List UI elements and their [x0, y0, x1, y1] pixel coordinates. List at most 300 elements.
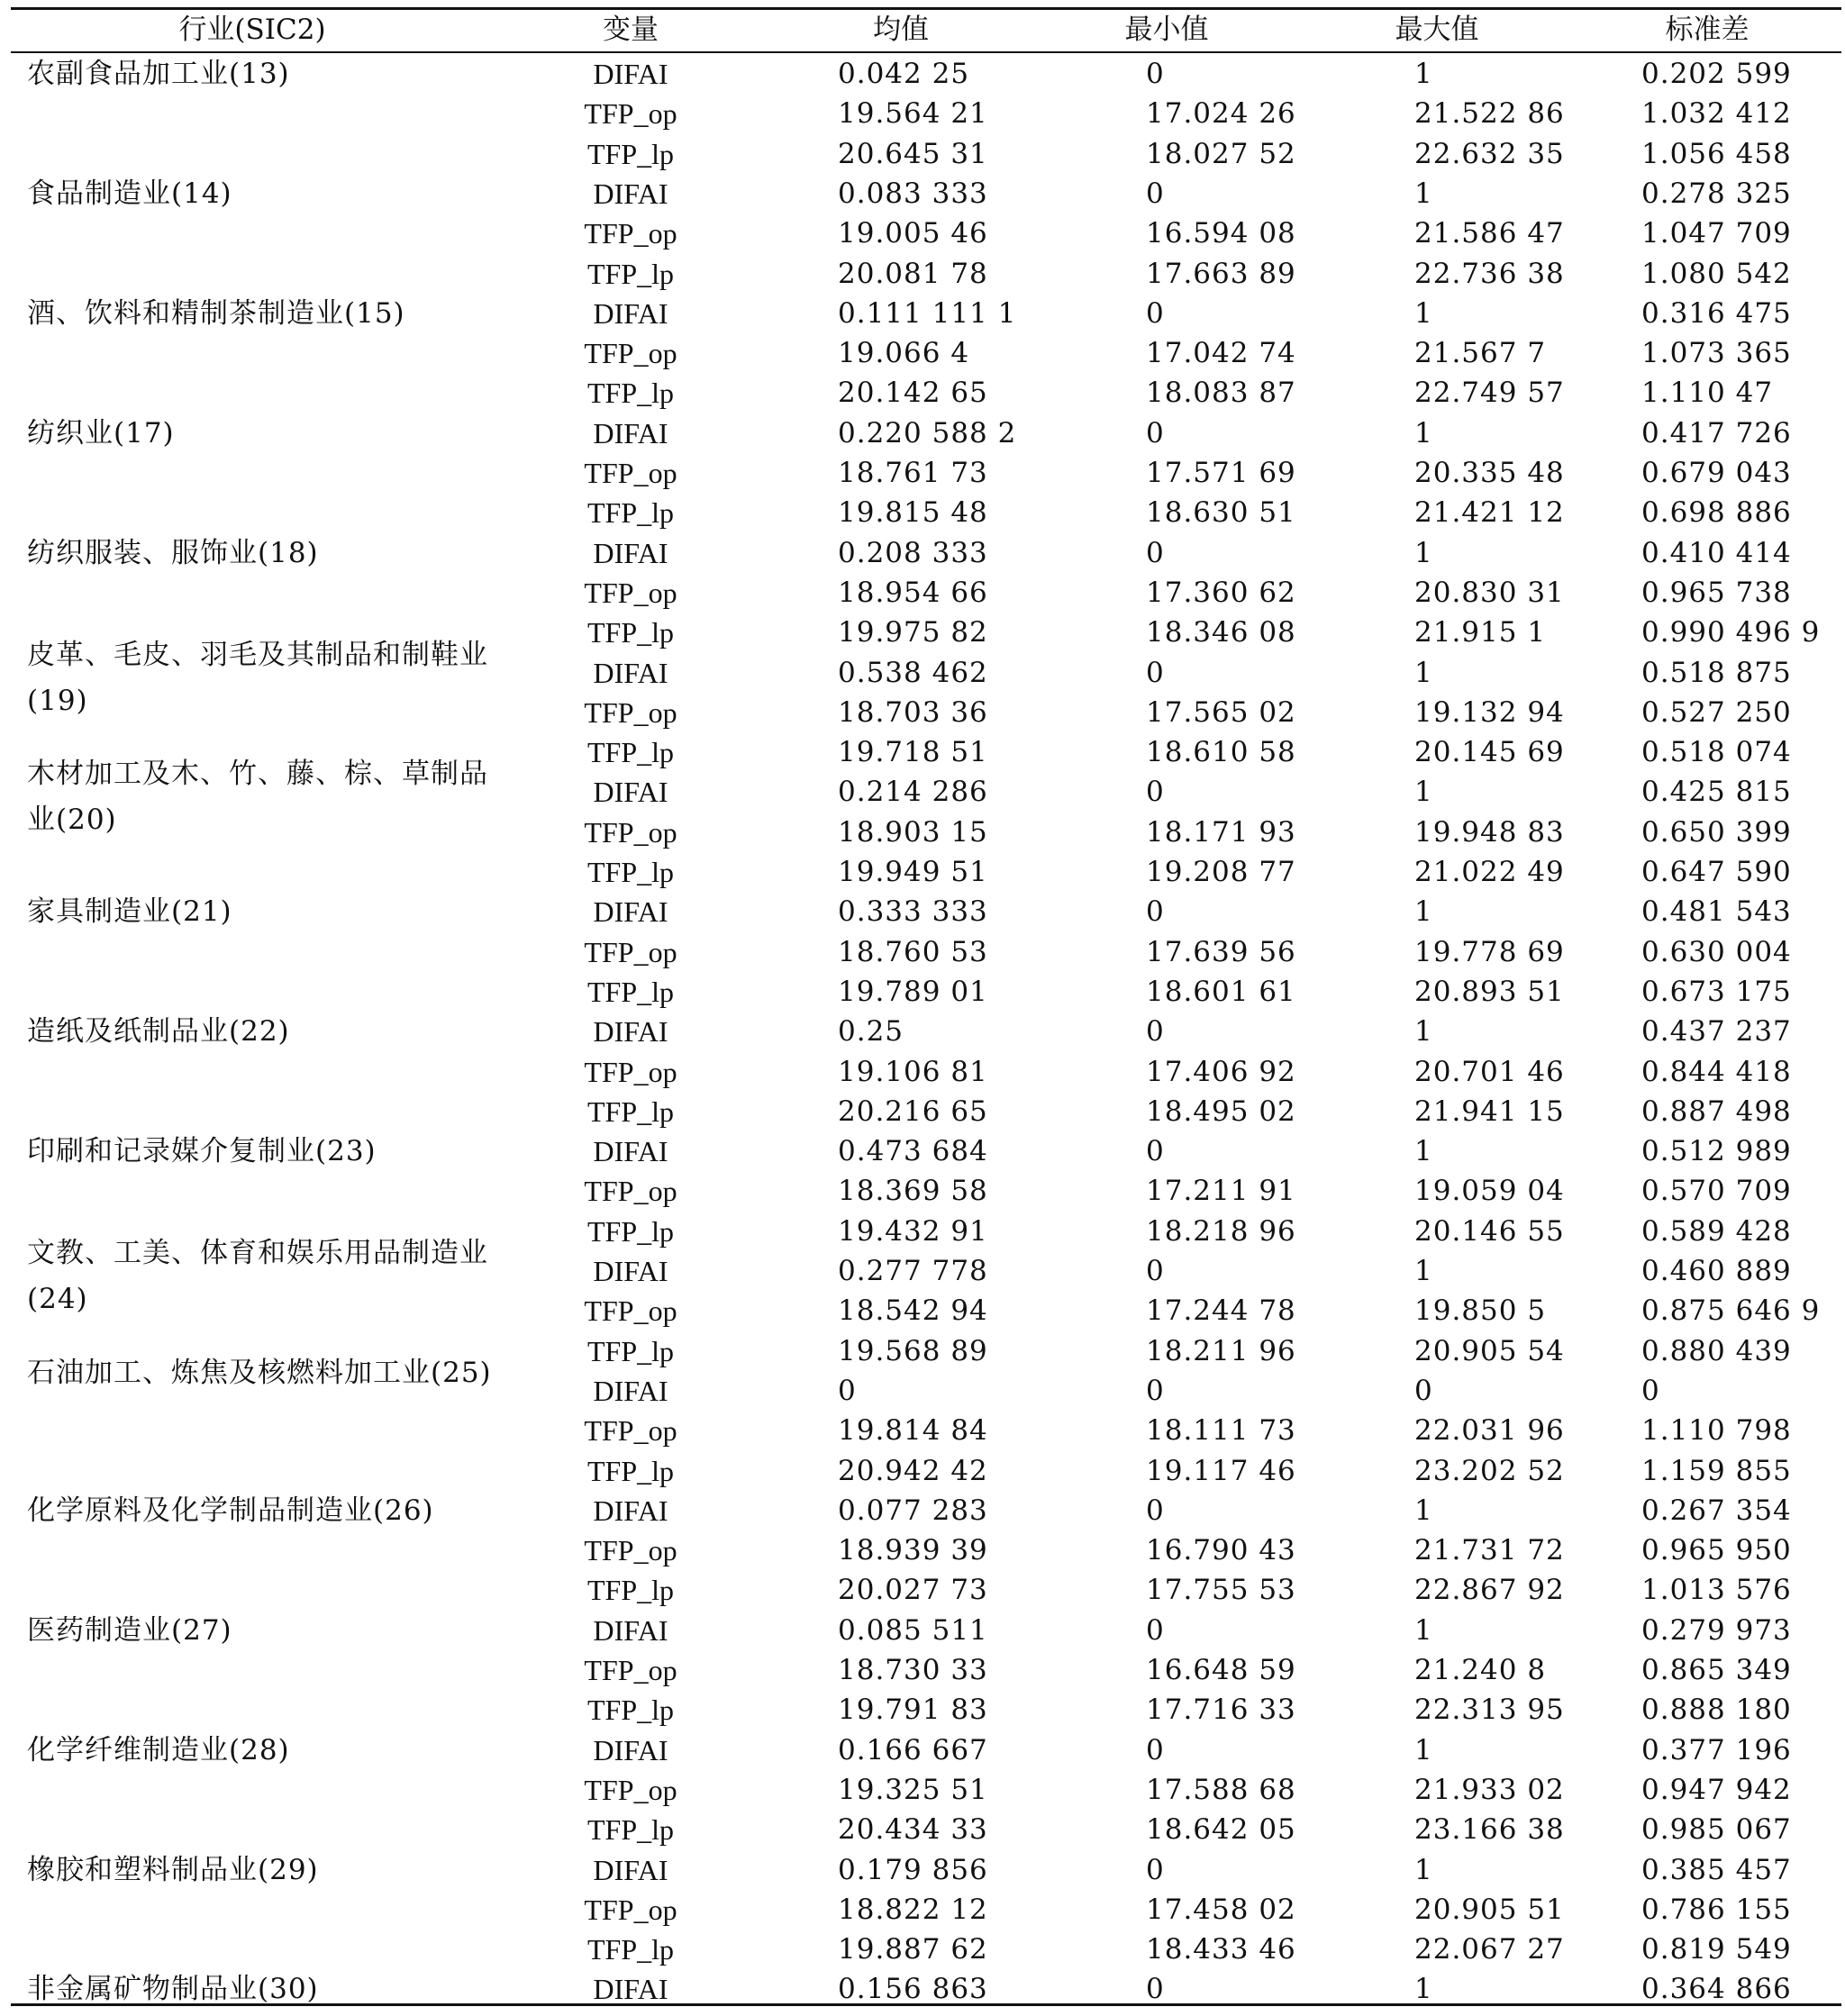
min-cell: 19.208 77: [1146, 856, 1296, 888]
table-row: [0, 1850, 1845, 1890]
sd-cell: 0.589 428: [1641, 1214, 1792, 1248]
table-row: [0, 254, 1845, 294]
mean-cell: 0.111 111 1: [838, 296, 1017, 330]
sd-cell: 0.364 866: [1641, 1973, 1792, 2006]
min-cell: 18.642 05: [1146, 1813, 1296, 1847]
variable-cell: TFP_op: [584, 217, 677, 250]
max-cell: 1: [1414, 656, 1433, 689]
table-row: [0, 413, 1845, 453]
sd-cell: 0.417 726: [1641, 416, 1792, 450]
min-cell: 0: [1146, 1374, 1165, 1407]
max-cell: 21.731 72: [1414, 1534, 1565, 1567]
sd-cell: 1.056 458: [1641, 137, 1792, 170]
variable-cell: TFP_op: [584, 457, 677, 489]
max-cell: 20.335 48: [1414, 457, 1565, 489]
variable-cell: TFP_op: [584, 695, 677, 729]
mean-cell: 18.760 53: [838, 935, 988, 968]
variable-cell: DIFAI: [593, 1733, 668, 1766]
table-row: [0, 174, 1845, 213]
min-cell: 0: [1146, 1255, 1165, 1287]
table-row: [0, 1052, 1845, 1092]
mean-cell: 19.718 51: [838, 736, 988, 769]
table-row: [0, 1650, 1845, 1690]
table-row: [0, 373, 1845, 413]
max-cell: 19.778 69: [1414, 935, 1565, 968]
sd-cell: 0.985 067: [1641, 1813, 1792, 1847]
sd-cell: 0.279 973: [1641, 1613, 1792, 1647]
min-cell: 0: [1146, 1613, 1165, 1647]
table-row: [0, 1770, 1845, 1810]
mean-cell: 0.085 511: [838, 1613, 988, 1647]
min-cell: 17.716 33: [1146, 1694, 1296, 1727]
min-cell: 0: [1146, 177, 1165, 210]
min-cell: 18.083 87: [1146, 377, 1296, 410]
sd-cell: 0.865 349: [1641, 1654, 1792, 1686]
mean-cell: 20.027 73: [838, 1574, 988, 1607]
table-row: [0, 772, 1845, 812]
mean-cell: 0.042 25: [838, 58, 970, 90]
variable-cell: DIFAI: [593, 1255, 668, 1287]
sd-cell: 0.512 989: [1641, 1135, 1792, 1168]
mean-cell: 19.325 51: [838, 1773, 988, 1806]
mean-cell: 0: [838, 1374, 857, 1407]
header-max: 最大值: [1395, 14, 1479, 46]
variable-cell: TFP_lp: [586, 1094, 675, 1128]
variable-cell: TFP_lp: [586, 1933, 675, 1966]
mean-cell: 0.220 588 2: [838, 416, 1017, 450]
max-cell: 1: [1414, 416, 1433, 450]
min-cell: 0: [1146, 296, 1165, 330]
industry-label: 印刷和记录媒介复制业(23): [27, 1135, 377, 1168]
mean-cell: 0.538 462: [838, 656, 988, 689]
max-cell: 1: [1414, 536, 1433, 569]
industry-label: 化学纤维制造业(28): [27, 1733, 290, 1766]
min-cell: 18.346 08: [1146, 616, 1296, 649]
mean-cell: 18.822 12: [838, 1893, 988, 1926]
variable-cell: TFP_lp: [586, 257, 675, 290]
table-row: [0, 1730, 1845, 1770]
table-row: [0, 1930, 1845, 1969]
mean-cell: 19.791 83: [838, 1694, 988, 1727]
min-cell: 18.111 73: [1146, 1414, 1296, 1448]
sd-cell: 0.202 599: [1641, 58, 1792, 90]
sd-cell: 0.647 590: [1641, 856, 1792, 888]
sd-cell: 0.888 180: [1641, 1694, 1792, 1727]
max-cell: 20.145 69: [1414, 736, 1565, 769]
table-row: [0, 1570, 1845, 1610]
sd-cell: 1.110 798: [1641, 1414, 1792, 1448]
mean-cell: 19.432 91: [838, 1214, 988, 1248]
max-cell: 21.915 1: [1414, 616, 1547, 649]
min-cell: 0: [1146, 1853, 1165, 1886]
table-row: [0, 1451, 1845, 1491]
sd-cell: 0.875 646 9: [1641, 1294, 1821, 1328]
sd-cell: 1.080 542: [1641, 257, 1792, 290]
min-cell: 18.495 02: [1146, 1094, 1296, 1128]
sd-cell: 0.316 475: [1641, 296, 1792, 330]
mean-cell: 20.434 33: [838, 1813, 988, 1847]
mean-cell: 0.077 283: [838, 1494, 988, 1527]
mean-cell: 0.179 856: [838, 1853, 988, 1886]
min-cell: 17.360 62: [1146, 576, 1296, 609]
min-cell: 17.755 53: [1146, 1574, 1296, 1607]
table-row: [0, 1171, 1845, 1211]
max-cell: 1: [1414, 1494, 1433, 1527]
table-row: [0, 1212, 1845, 1251]
mean-cell: 20.942 42: [838, 1454, 988, 1487]
mean-cell: 0.25: [838, 1015, 904, 1049]
mean-cell: 18.703 36: [838, 695, 988, 729]
mean-cell: 0.277 778: [838, 1255, 988, 1287]
sd-cell: 1.047 709: [1641, 217, 1792, 250]
sd-cell: 1.032 412: [1641, 97, 1792, 131]
table-row: [0, 1969, 1845, 2009]
variable-cell: TFP_lp: [586, 1813, 675, 1847]
min-cell: 17.244 78: [1146, 1294, 1296, 1328]
min-cell: 16.594 08: [1146, 217, 1296, 250]
variable-cell: DIFAI: [593, 895, 668, 929]
max-cell: 20.701 46: [1414, 1055, 1565, 1088]
max-cell: 21.022 49: [1414, 856, 1565, 888]
min-cell: 0: [1146, 895, 1165, 929]
table-row: [0, 693, 1845, 732]
sd-cell: 1.110 47: [1641, 377, 1774, 410]
min-cell: 18.433 46: [1146, 1933, 1296, 1966]
variable-cell: TFP_op: [584, 935, 677, 968]
mean-cell: 18.369 58: [838, 1175, 988, 1208]
max-cell: 21.941 15: [1414, 1094, 1565, 1128]
sd-cell: 0.965 738: [1641, 576, 1792, 609]
industry-label: 家具制造业(21): [27, 895, 232, 929]
sd-cell: 0.518 074: [1641, 736, 1792, 769]
min-cell: 17.639 56: [1146, 935, 1296, 968]
mean-cell: 19.814 84: [838, 1414, 988, 1448]
variable-cell: DIFAI: [593, 656, 668, 689]
sd-cell: 0.425 815: [1641, 776, 1792, 809]
min-cell: 0: [1146, 1494, 1165, 1527]
table-row: [0, 1012, 1845, 1051]
industry-label: 医药制造业(27): [27, 1613, 232, 1647]
variable-cell: TFP_op: [584, 337, 677, 370]
mean-cell: 19.789 01: [838, 975, 988, 1008]
min-cell: 0: [1146, 1973, 1165, 2006]
mean-cell: 0.208 333: [838, 536, 988, 569]
variable-cell: TFP_op: [584, 97, 677, 131]
sd-cell: 0.819 549: [1641, 1933, 1792, 1966]
sd-cell: 0.518 875: [1641, 656, 1792, 689]
max-cell: 21.421 12: [1414, 496, 1565, 530]
variable-cell: TFP_lp: [586, 496, 675, 530]
mean-cell: 19.815 48: [838, 496, 988, 530]
max-cell: 21.522 86: [1414, 97, 1565, 131]
max-cell: 21.567 7: [1414, 337, 1547, 370]
min-cell: 17.458 02: [1146, 1893, 1296, 1926]
table-row: [0, 1251, 1845, 1291]
table-row: [0, 1491, 1845, 1530]
min-cell: 0: [1146, 58, 1165, 90]
max-cell: 19.948 83: [1414, 815, 1565, 849]
variable-cell: TFP_lp: [586, 616, 675, 649]
max-cell: 22.736 38: [1414, 257, 1565, 290]
variable-cell: TFP_lp: [586, 1214, 675, 1248]
sd-cell: 1.073 365: [1641, 337, 1792, 370]
sd-cell: 0.278 325: [1641, 177, 1792, 210]
mean-cell: 19.106 81: [838, 1055, 988, 1088]
industry-label: 化学原料及化学制品制造业(26): [27, 1494, 434, 1527]
max-cell: 20.146 55: [1414, 1214, 1565, 1248]
variable-cell: TFP_lp: [586, 1454, 675, 1487]
table-row: [0, 613, 1845, 652]
sd-cell: 0.377 196: [1641, 1733, 1792, 1766]
variable-cell: TFP_op: [584, 815, 677, 849]
min-cell: 18.610 58: [1146, 736, 1296, 769]
table-row: [0, 653, 1845, 693]
table-row: [0, 493, 1845, 532]
min-cell: 0: [1146, 1015, 1165, 1049]
max-cell: 23.202 52: [1414, 1454, 1565, 1487]
min-cell: 17.042 74: [1146, 337, 1296, 370]
variable-cell: DIFAI: [593, 1973, 668, 2006]
variable-cell: DIFAI: [593, 1494, 668, 1527]
max-cell: 21.586 47: [1414, 217, 1565, 250]
table-row: [0, 533, 1845, 573]
max-cell: 1: [1414, 1733, 1433, 1766]
variable-cell: TFP_lp: [586, 1694, 675, 1727]
sd-cell: 0.844 418: [1641, 1055, 1792, 1088]
variable-cell: DIFAI: [593, 776, 668, 809]
industry-label: 农副食品加工业(13): [27, 58, 290, 90]
min-cell: 0: [1146, 416, 1165, 450]
sd-cell: 0.630 004: [1641, 935, 1792, 968]
min-cell: 18.027 52: [1146, 137, 1296, 170]
header-variable: 变量: [603, 14, 659, 46]
mean-cell: 0.333 333: [838, 895, 988, 929]
mean-cell: 19.564 21: [838, 97, 988, 131]
table-row: [0, 1331, 1845, 1371]
table-row: [0, 1371, 1845, 1411]
mean-cell: 18.903 15: [838, 815, 988, 849]
max-cell: 21.933 02: [1414, 1773, 1565, 1806]
variable-cell: DIFAI: [593, 58, 668, 90]
max-cell: 1: [1414, 1015, 1433, 1049]
variable-cell: TFP_op: [584, 1654, 677, 1686]
variable-cell: TFP_op: [584, 1414, 677, 1448]
min-cell: 0: [1146, 1135, 1165, 1168]
min-cell: 18.218 96: [1146, 1214, 1296, 1248]
industry-label: 造纸及纸制品业(22): [27, 1015, 290, 1049]
variable-cell: TFP_lp: [586, 137, 675, 170]
variable-cell: DIFAI: [593, 1374, 668, 1407]
max-cell: 0: [1414, 1374, 1433, 1407]
mean-cell: 20.645 31: [838, 137, 988, 170]
max-cell: 22.749 57: [1414, 377, 1565, 410]
max-cell: 20.830 31: [1414, 576, 1565, 609]
min-cell: 0: [1146, 1733, 1165, 1766]
variable-cell: DIFAI: [593, 536, 668, 569]
variable-cell: TFP_op: [584, 1294, 677, 1328]
industry-label: 食品制造业(14): [27, 177, 232, 210]
sd-cell: 0.527 250: [1641, 695, 1792, 729]
variable-cell: DIFAI: [593, 177, 668, 210]
mean-cell: 19.005 46: [838, 217, 988, 250]
max-cell: 19.132 94: [1414, 695, 1565, 729]
min-cell: 17.406 92: [1146, 1055, 1296, 1088]
table-row: [0, 1291, 1845, 1330]
header-industry: 行业(SIC2): [178, 14, 326, 46]
min-cell: 18.211 96: [1146, 1334, 1296, 1367]
table-row: [0, 1530, 1845, 1570]
sd-cell: 0.679 043: [1641, 457, 1792, 489]
max-cell: 21.240 8: [1414, 1654, 1547, 1686]
variable-cell: TFP_op: [584, 1773, 677, 1806]
mean-cell: 20.216 65: [838, 1094, 988, 1128]
min-cell: 19.117 46: [1146, 1454, 1296, 1487]
header-min: 最小值: [1124, 14, 1209, 46]
max-cell: 19.059 04: [1414, 1175, 1565, 1208]
table-row: [0, 1131, 1845, 1171]
sd-cell: 0.947 942: [1641, 1773, 1792, 1806]
sd-cell: 1.013 576: [1641, 1574, 1792, 1607]
max-cell: 22.313 95: [1414, 1694, 1565, 1727]
industry-label: 纺织服装、服饰业(18): [27, 536, 319, 569]
max-cell: 20.905 51: [1414, 1893, 1565, 1926]
max-cell: 20.905 54: [1414, 1334, 1565, 1367]
sd-cell: 0.673 175: [1641, 975, 1792, 1008]
mean-cell: 0.473 684: [838, 1135, 988, 1168]
variable-cell: TFP_lp: [586, 377, 675, 410]
max-cell: 23.166 38: [1414, 1813, 1565, 1847]
max-cell: 22.067 27: [1414, 1933, 1565, 1966]
min-cell: 17.588 68: [1146, 1773, 1296, 1806]
header-sd: 标准差: [1665, 14, 1750, 46]
mean-cell: 18.761 73: [838, 457, 988, 489]
min-cell: 17.663 89: [1146, 257, 1296, 290]
sd-cell: 0.570 709: [1641, 1175, 1792, 1208]
table-row: [0, 213, 1845, 253]
table-row: [0, 1690, 1845, 1730]
variable-cell: DIFAI: [593, 1613, 668, 1647]
industry-label: 皮革、毛皮、羽毛及其制品和制鞋业(19): [27, 638, 488, 717]
variable-cell: TFP_op: [584, 576, 677, 609]
max-cell: 1: [1414, 776, 1433, 809]
sd-cell: 0.990 496 9: [1641, 616, 1821, 649]
variable-cell: TFP_op: [584, 1055, 677, 1088]
table-row: [0, 134, 1845, 174]
table-row: [0, 294, 1845, 333]
table-row: [0, 94, 1845, 133]
max-cell: 1: [1414, 1973, 1433, 2006]
sd-cell: 0.437 237: [1641, 1015, 1792, 1049]
min-cell: 18.171 93: [1146, 815, 1296, 849]
sd-cell: 0.410 414: [1641, 536, 1792, 569]
sd-cell: 0: [1641, 1374, 1660, 1407]
mean-cell: 0.166 667: [838, 1733, 988, 1766]
max-cell: 1: [1414, 1853, 1433, 1886]
variable-cell: DIFAI: [593, 1135, 668, 1168]
mean-cell: 18.954 66: [838, 576, 988, 609]
sd-cell: 0.887 498: [1641, 1094, 1792, 1128]
mean-cell: 0.214 286: [838, 776, 988, 809]
sd-cell: 0.698 886: [1641, 496, 1792, 530]
table-row: [0, 1092, 1845, 1131]
sd-cell: 1.159 855: [1641, 1454, 1792, 1487]
variable-cell: TFP_lp: [586, 736, 675, 769]
min-cell: 16.790 43: [1146, 1534, 1296, 1567]
min-cell: 17.571 69: [1146, 457, 1296, 489]
min-cell: 0: [1146, 776, 1165, 809]
sd-cell: 0.965 950: [1641, 1534, 1792, 1567]
variable-cell: DIFAI: [593, 416, 668, 450]
sd-cell: 0.481 543: [1641, 895, 1792, 929]
sd-cell: 0.460 889: [1641, 1255, 1792, 1287]
variable-cell: TFP_op: [584, 1175, 677, 1208]
max-cell: 22.031 96: [1414, 1414, 1565, 1448]
max-cell: 22.632 35: [1414, 137, 1565, 170]
table-row: [0, 892, 1845, 931]
variable-cell: DIFAI: [593, 1853, 668, 1886]
industry-label: 石油加工、炼焦及核燃料加工业(25): [27, 1356, 492, 1389]
industry-label: 文教、工美、体育和娱乐用品制造业(24): [27, 1237, 488, 1316]
mean-cell: 0.156 863: [838, 1973, 988, 2006]
min-cell: 17.565 02: [1146, 695, 1296, 729]
variable-cell: TFP_lp: [586, 975, 675, 1008]
min-cell: 17.024 26: [1146, 97, 1296, 131]
variable-cell: DIFAI: [593, 1015, 668, 1049]
variable-cell: TFP_op: [584, 1534, 677, 1567]
max-cell: 1: [1414, 1255, 1433, 1287]
min-cell: 16.648 59: [1146, 1654, 1296, 1686]
sd-cell: 0.650 399: [1641, 815, 1792, 849]
table-row: [0, 852, 1845, 892]
sd-cell: 0.880 439: [1641, 1334, 1792, 1367]
table-row: [0, 813, 1845, 852]
mean-cell: 20.081 78: [838, 257, 988, 290]
variable-cell: DIFAI: [593, 296, 668, 330]
max-cell: 1: [1414, 895, 1433, 929]
max-cell: 20.893 51: [1414, 975, 1565, 1008]
mean-cell: 18.542 94: [838, 1294, 988, 1328]
industry-label: 橡胶和塑料制品业(29): [27, 1853, 319, 1886]
industry-label: 纺织业(17): [27, 416, 175, 450]
table-row: [0, 732, 1845, 772]
mean-cell: 19.887 62: [838, 1933, 988, 1966]
min-cell: 18.630 51: [1146, 496, 1296, 530]
table-row: [0, 932, 1845, 972]
mean-cell: 18.939 39: [838, 1534, 988, 1567]
table-row: [0, 333, 1845, 373]
sd-cell: 0.267 354: [1641, 1494, 1792, 1527]
industry-label: 非金属矿物制品业(30): [27, 1973, 319, 2006]
table-row: [0, 54, 1845, 94]
table-row: [0, 1411, 1845, 1450]
min-cell: 18.601 61: [1146, 975, 1296, 1008]
max-cell: 1: [1414, 1613, 1433, 1647]
max-cell: 1: [1414, 58, 1433, 90]
max-cell: 22.867 92: [1414, 1574, 1565, 1607]
variable-cell: TFP_lp: [586, 1574, 675, 1607]
max-cell: 1: [1414, 296, 1433, 330]
min-cell: 0: [1146, 656, 1165, 689]
industry-label: 木材加工及木、竹、藤、棕、草制品业(20): [27, 758, 488, 837]
mean-cell: 19.066 4: [838, 337, 970, 370]
max-cell: 19.850 5: [1414, 1294, 1547, 1328]
sd-cell: 0.786 155: [1641, 1893, 1792, 1926]
table-row: [0, 453, 1845, 493]
min-cell: 0: [1146, 536, 1165, 569]
mean-cell: 20.142 65: [838, 377, 988, 410]
mean-cell: 19.568 89: [838, 1334, 988, 1367]
table-row: [0, 972, 1845, 1012]
